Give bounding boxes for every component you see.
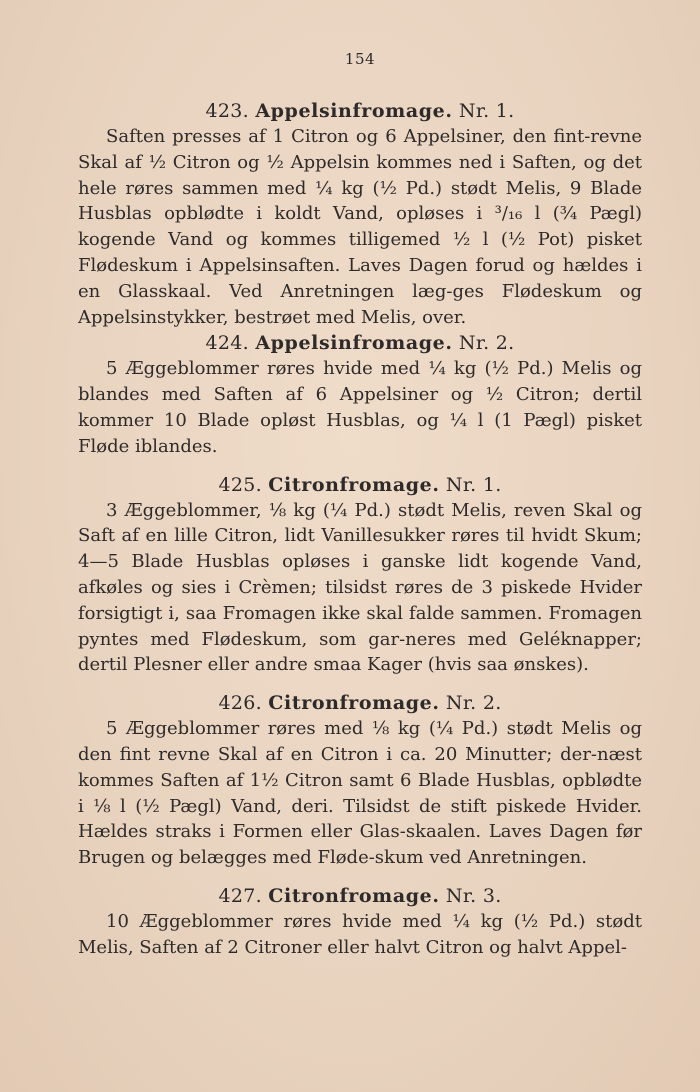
recipe-text: 5 Æggeblommer røres med ⅛ kg (¼ Pd.) stødt Melis og den fint revne Skal af en Citron i ca. 20 Minutter; der-næst kommes Saften af 1½ Citron samt 6 Blade Husblas, opblødte i ⅛ l (½ Pægl) Vand, deri. Tilsidst de stift piskede Hvider. Hældes straks i Formen eller Glas-skaalen. Laves Dagen før Brugen og belægges med Fløde-skum ved Anretningen. <box>78 718 642 869</box>
recipe-number: 423. <box>205 100 249 122</box>
recipe-number: 424. <box>205 332 249 355</box>
recipe-variant: Nr. 1. <box>445 473 502 496</box>
recipe-heading <box>78 883 642 909</box>
recipe-number: 426. <box>218 692 262 715</box>
recipe-423 <box>78 98 642 330</box>
recipe-heading <box>78 330 642 356</box>
recipe-number: 427. <box>218 884 262 907</box>
recipe-variant: Nr. 2. <box>458 332 515 355</box>
page-content <box>78 98 642 961</box>
recipe-text: 5 Æggeblommer røres hvide med ¼ kg (½ Pd.) Melis og blandes med Saften af 6 Appelsiner og ½ Citron; dertil kommer 10 Blade opløst Husblas, og ¼ l (1 Pægl) pisket Fløde iblandes. <box>78 358 642 457</box>
recipe-variant: Nr. 1. <box>458 100 515 122</box>
recipe-number: 425. <box>218 473 262 496</box>
recipe-variant: Nr. 3. <box>445 884 502 907</box>
recipe-heading <box>78 472 642 498</box>
recipe-427 <box>78 883 642 961</box>
recipe-title: Appelsinfromage. <box>255 100 453 122</box>
recipe-title: Citronfromage. <box>268 692 440 715</box>
recipe-title: Appelsinfromage. <box>255 332 453 355</box>
recipe-heading <box>78 690 642 716</box>
page-number: 154 <box>344 50 376 68</box>
recipe-title: Citronfromage. <box>268 473 440 496</box>
recipe-424 <box>78 330 642 459</box>
recipe-text: 10 Æggeblommer røres hvide med ¼ kg (½ Pd.) stødt Melis, Saften af 2 Citroner eller halvt Citron og halvt Appel- <box>78 910 642 958</box>
book-page <box>78 0 642 1092</box>
recipe-title: Citronfromage. <box>268 884 440 907</box>
recipe-426 <box>78 690 642 871</box>
recipe-heading <box>78 98 642 124</box>
recipe-425 <box>78 472 642 679</box>
recipe-text: Saften presses af 1 Citron og 6 Appelsiner, den fint-revne Skal af ½ Citron og ½ Appelsin kommes ned i Saften, og det hele røres sammen med ¼ kg (½ Pd.) stødt Melis, 9 Blade Husblas opblødte i koldt Vand, opløses i ³/₁₆ l (¾ Pægl) kogende Vand og kommes tilligemed ½ l (½ Pot) pisket Flødeskum i Appelsinsaften. Laves Dagen forud og hældes i en Glasskaal. Ved Anretningen læg-ges Flødeskum og Appelsinstykker, bestrøet med Melis, over. <box>78 126 642 328</box>
recipe-text: 3 Æggeblommer, ⅛ kg (¼ Pd.) stødt Melis, reven Skal og Saft af en lille Citron, lidt Vanillesukker røres til hvidt Skum; 4—5 Blade Husblas opløses i ganske lidt kogende Vand, afkøles og sies i Crèmen; tilsidst røres de 3 piskede Hvider forsigtigt i, saa Fromagen ikke skal falde sammen. Fromagen pyntes med Flødeskum, som gar-neres med Geléknapper; dertil Plesner eller andre smaa Kager (hvis saa ønskes). <box>78 499 642 676</box>
recipe-variant: Nr. 2. <box>445 692 502 715</box>
